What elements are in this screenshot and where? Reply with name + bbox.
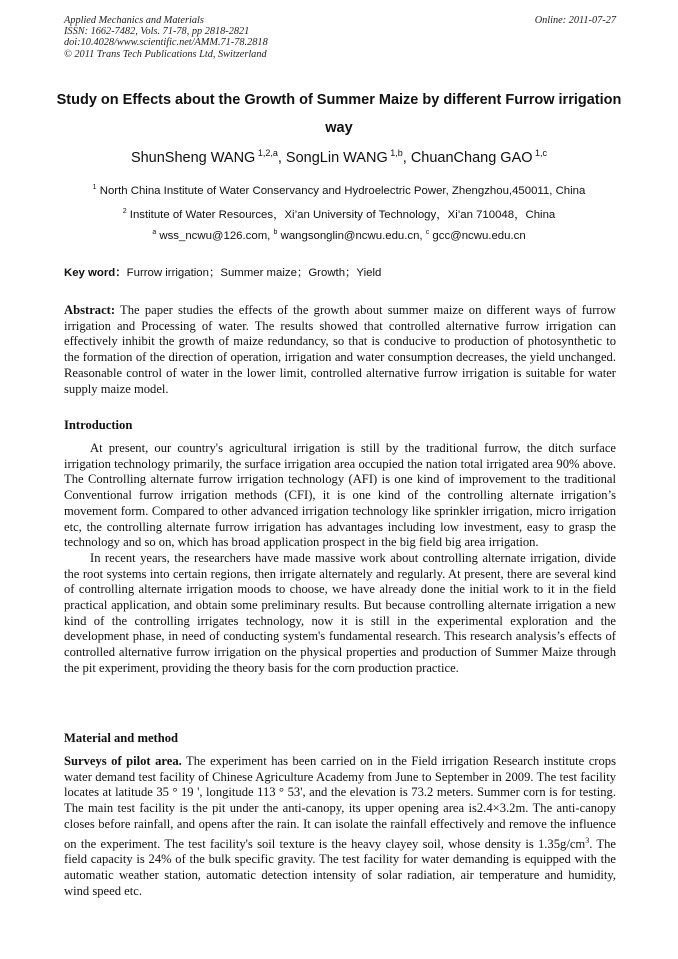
affiliation-text: Institute of Water Resources，Xi’an University of Technology，Xi’an 710048，China	[126, 209, 556, 221]
journal-name: Applied Mechanics and Materials	[64, 15, 204, 26]
superscript: 3	[585, 835, 590, 845]
subsection-label: Surveys of pilot area.	[64, 754, 182, 768]
journal-header	[64, 15, 616, 60]
email-marker: b	[273, 229, 278, 236]
author-affiliation-marker: 1,2,a	[255, 148, 278, 158]
paragraph: In recent years, the researchers have made massive work about controlling alternate irrigation, divide the root systems into certain regions, then irrigate alternately and regularly. At present, there are several kind of controlling alternate irrigation moods to choose, we have already done the initial work to it in the field practical application, and obtain some preliminary results. But because controlling alternate irrigation a new kind of the controlling irrigates technology, now it is still in the experimental exploration and the development phase, in need of conducting system's fundamental research. This research analysis’s effects of controlled alternative furrow irrigation on the physical properties and production of Summer Maize through the pit experiment, providing the theory basis for the corn production practice.	[64, 550, 616, 675]
paragraph: At present, our country's agricultural irrigation is still by the traditional furrow, the ditch surface irrigation technology primarily, the surface irrigation area occupied the nation total irrigated area 90% above. The Controlling alternate furrow irrigation technology (AFI) is one kind of improvement to the traditional Conventional furrow irrigation methods (CFI), it is one kind of the controlling alternate irrigation’s movement form. Compared to other advanced irrigation technology like sprinkler irrigation, micro irrigation etc, the controlling alternate furrow irrigation has advantages including low investment, easy to grasp the technology and so on, which has broad application prospect in the big field big area irrigation.	[64, 441, 616, 550]
section-heading-introduction: Introduction	[64, 418, 133, 432]
author-emails	[30, 229, 648, 242]
affiliation-marker: 1	[92, 184, 97, 191]
keywords-text: Furrow irrigation；Summer maize；Growth；Yield	[126, 267, 382, 279]
journal-issn: ISSN: 1662-7482, Vols. 71-78, pp 2818-2821	[64, 26, 250, 38]
email-marker: c	[425, 229, 430, 236]
author-name: ShunSheng WANG	[130, 149, 256, 166]
email-marker: a	[152, 229, 157, 236]
author-affiliation-marker: 1,b	[387, 148, 403, 158]
online-date: Online: 2011-07-27	[534, 15, 616, 26]
section-heading-material-method: Material and method	[64, 731, 179, 745]
author-affiliation-marker: 1,c	[532, 148, 548, 158]
paragraph	[64, 754, 616, 900]
affiliation-marker: 2	[122, 208, 127, 216]
keywords-label: Key word：	[64, 267, 127, 279]
paper-title: Study on Effects about the Growth of Summer Maize by different Furrow irrigation way	[56, 92, 622, 136]
author-name: ChuanChang GAO	[410, 149, 533, 166]
paragraph-text: The experiment has been carried on in the Field irrigation Research institute crops water demand test facility of Chinese Agriculture Academy from June to September in 2009. The test facility locates at latitude 35 ° 19 ', longitude 113 ° 53', and the elevation is 73.2 meters. Summer corn is for testing. The main test facility is the pit under the anti-canopy, its upper opening area is2.4×3.2m. The anti-canopy closes before rainfall, and opens after the rain. It can isolate the rainfall effectively and remove the influence on the experiment. The test facility's soil texture is the heavy clayey soil, whose density is 1.35g/cm	[64, 754, 616, 851]
email-link: gcc@ncwu.edu.cn	[429, 229, 526, 242]
abstract	[64, 303, 616, 397]
author-list: ShunSheng WANG $^{1,2,a}$, SongLin WANG $^{1,b}$, ChuanChang GAO $^{1,c}$	[130, 148, 548, 166]
abstract-label: Abstract:	[64, 303, 116, 317]
journal-copyright: © 2011 Trans Tech Publications Ltd, Switzerland	[64, 48, 267, 60]
material-body	[64, 754, 616, 900]
author-name: SongLin WANG	[285, 149, 388, 166]
abstract-text: The paper studies the effects of the growth about summer maize on different ways of furrow irrigation and Processing of water. The results showed that controlled alternative furrow irrigation can effectively inhibit the growth of maize redundancy, so that is conducive to production of photosynthetic to the formation of the direction of operation, irrigation and water consumption decreases, the yield unchanged. Reasonable control of water in the lower limit, controlled alternative furrow irrigation is suitable for water supply maize model.	[64, 303, 616, 396]
affiliation-1	[30, 184, 648, 197]
paragraph-text: . The field capacity is 24% of the bulk specific gravity. The test facility for water demanding is equipped with the automatic weather station, automatic detection intensity of solar radiation, air temperature and humidity, wind speed etc.	[64, 836, 616, 898]
affiliation-text: North China Institute of Water Conservancy and Hydroelectric Power, Zhengzhou,450011, China	[96, 184, 586, 197]
keywords	[64, 264, 616, 280]
journal-doi: doi:10.4028/www.scientific.net/AMM.71-78.2818	[64, 37, 268, 49]
email-link: wangsonglin@ncwu.edu.cn,	[277, 229, 426, 242]
introduction-body	[64, 441, 616, 677]
affiliation-2	[30, 206, 648, 222]
email-link: wss_ncwu@126.com,	[156, 229, 274, 242]
